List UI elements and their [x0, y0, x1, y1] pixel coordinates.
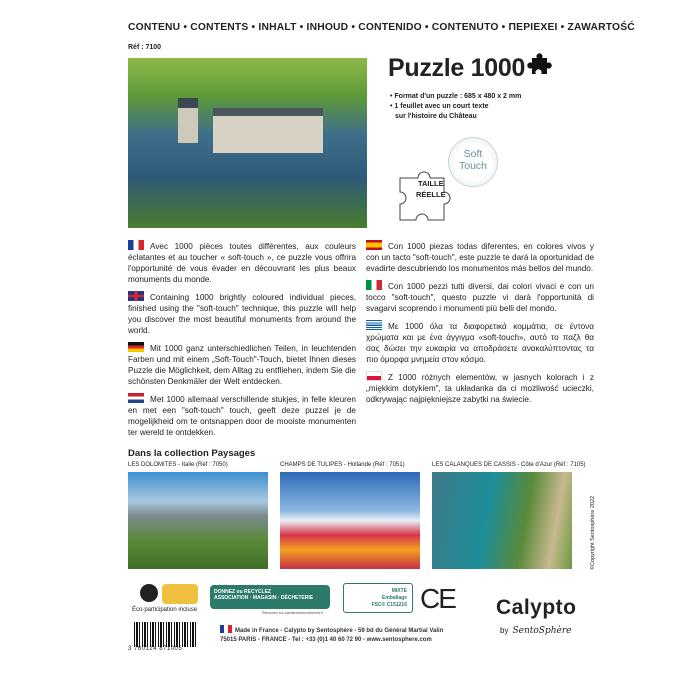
- calypto-logo: Calypto: [496, 596, 577, 619]
- desc-es: Con 1000 piezas todas diferentes, en colores vivos y con un tacto "soft-touch", este puzzle te dará la oportunidad de evadirte descubriendo los monumentos más bellos del mundo.: [366, 242, 594, 273]
- desc-gr: Με 1000 όλα τα διαφορετικά κομμάτια, σε έντονα χρώματα και με ένα άγγιγμα «soft-touch», αυτό το παζλ θα σας δώσει την ευκαιρία να αποδράσετε ανακαλύπτοντας τα πιο όμορφα μνημεία στον κόσμο.: [366, 322, 594, 364]
- puzzle-piece-icon: [524, 52, 554, 85]
- flag-spain-icon: [366, 240, 382, 250]
- copyright: ©Copyright Sentosphère 2022: [590, 495, 596, 570]
- made-in-france: Made in France - Calypto by Sentosphère - 59 bd du Général Martial Valin 75015 PARIS - FRANCE - Tel : +33 (0)1 40 60 72 90 - www.sentosphere.com: [220, 625, 443, 645]
- collection-caption: LES CALANQUES DE CASSIS - Côte d'Azur (Réf : 7105): [432, 462, 586, 468]
- desc-de: Mit 1000 ganz unterschiedlichen Teilen, in leuchtenden Farben und mit einem „Soft-Touch"-Touch, bietet Ihnen dieses Puzzle die Möglichkeit, dem Alltag zu entfliehen, indem Sie die schönsten Denkmäler der Welt entdecken.: [128, 344, 356, 386]
- flag-greece-icon: [366, 320, 382, 330]
- desc-nl: Met 1000 allemaal verschillende stukjes, in felle kleuren en met een "soft-touch" touch, geeft deze puzzel je de mogelijkheid om te ontsnappen door de mooiste monumenten ter wereld te ontdekken.: [128, 395, 356, 437]
- barcode-number: 3 760124 871005: [128, 646, 183, 652]
- detail-leaflet-cont: sur l'histoire du Château: [395, 113, 477, 120]
- reference-number: Réf : 7100: [128, 44, 162, 51]
- contents-heading: CONTENU • CONTENTS • INHALT • INHOUD • CONTENIDO • CONTENUTO • ΠΕΡΙΕΧΕΙ • ZAWARTOŚĆ: [128, 22, 635, 33]
- triman-eco-logo: [140, 582, 200, 604]
- flag-france-icon: [220, 625, 232, 633]
- real-size-line1: TAILLE: [417, 179, 444, 188]
- real-size-line2: RÉELLE: [416, 190, 446, 199]
- product-details: [390, 92, 521, 122]
- soft-touch-badge: Soft Touch: [448, 137, 498, 187]
- product-title: Puzzle 1000: [388, 54, 526, 82]
- tulips-photo: [280, 472, 420, 569]
- desc-en: Containing 1000 brightly coloured individual pieces, finished using the "soft-touch" technique, this puzzle will help you discover the most beautiful monuments from around the world.: [128, 293, 356, 335]
- desc-fr: Avec 1000 pièces toutes différentes, aux couleurs éclatantes et au toucher « soft-touch », ce puzzle vous offrira l'opportunité de vous évader en découvrant les plus beaux monuments du monde.: [128, 242, 356, 284]
- calanques-photo: [432, 472, 572, 569]
- flag-france-icon: [128, 240, 144, 250]
- desc-pl: Z 1000 różnych elementów, w jasnych kolorach i z „miękkim dotykiem", ta układanka da ci możliwość ucieczki, odkrywając najpiękniejsze zabytki na świecie.: [366, 373, 594, 404]
- collection-caption: LES DOLOMITES - Italie (Réf : 7050): [128, 462, 228, 468]
- flag-uk-icon: [128, 291, 144, 301]
- descriptions-right: [366, 240, 594, 411]
- chateau-photo: [128, 58, 367, 228]
- flag-italy-icon: [366, 280, 382, 290]
- collection-title: Dans la collection Paysages: [128, 448, 256, 459]
- flag-germany-icon: [128, 342, 144, 352]
- flag-poland-icon: [366, 371, 382, 381]
- sentosphere-logo: by SentoSphère: [500, 626, 572, 636]
- collection-caption: CHAMPS DE TULIPES - Hollande (Réf : 7051): [280, 462, 405, 468]
- flag-netherlands-icon: [128, 393, 144, 403]
- detail-leaflet: • 1 feuillet avec un court texte: [390, 103, 489, 110]
- fsc-logo: MIXTE Emballage FSC® C151216: [343, 583, 413, 613]
- desc-it: Con 1000 pezzi tutti diversi, dai colori vivaci e con un tocco "soft-touch", questo puzzle vi darà l'opportunità di svagarvi scoprendo i monumenti più belli del mondo.: [366, 282, 594, 313]
- ce-mark: CE: [420, 583, 455, 614]
- detail-format: • Format d'un puzzle : 685 x 480 x 2 mm: [390, 93, 522, 100]
- eco-participation: Éco-participation incluse: [132, 607, 198, 613]
- recycle-website: Retrouvez sur quefairedemesdechets.fr: [262, 611, 324, 615]
- dolomites-photo: [128, 472, 268, 569]
- barcode: [134, 622, 196, 647]
- descriptions-left: [128, 240, 356, 444]
- recycle-info: DONNEZ ou RECYCLEZ ASSOCIATION · MAGASIN · DÉCHETERIE: [210, 585, 330, 609]
